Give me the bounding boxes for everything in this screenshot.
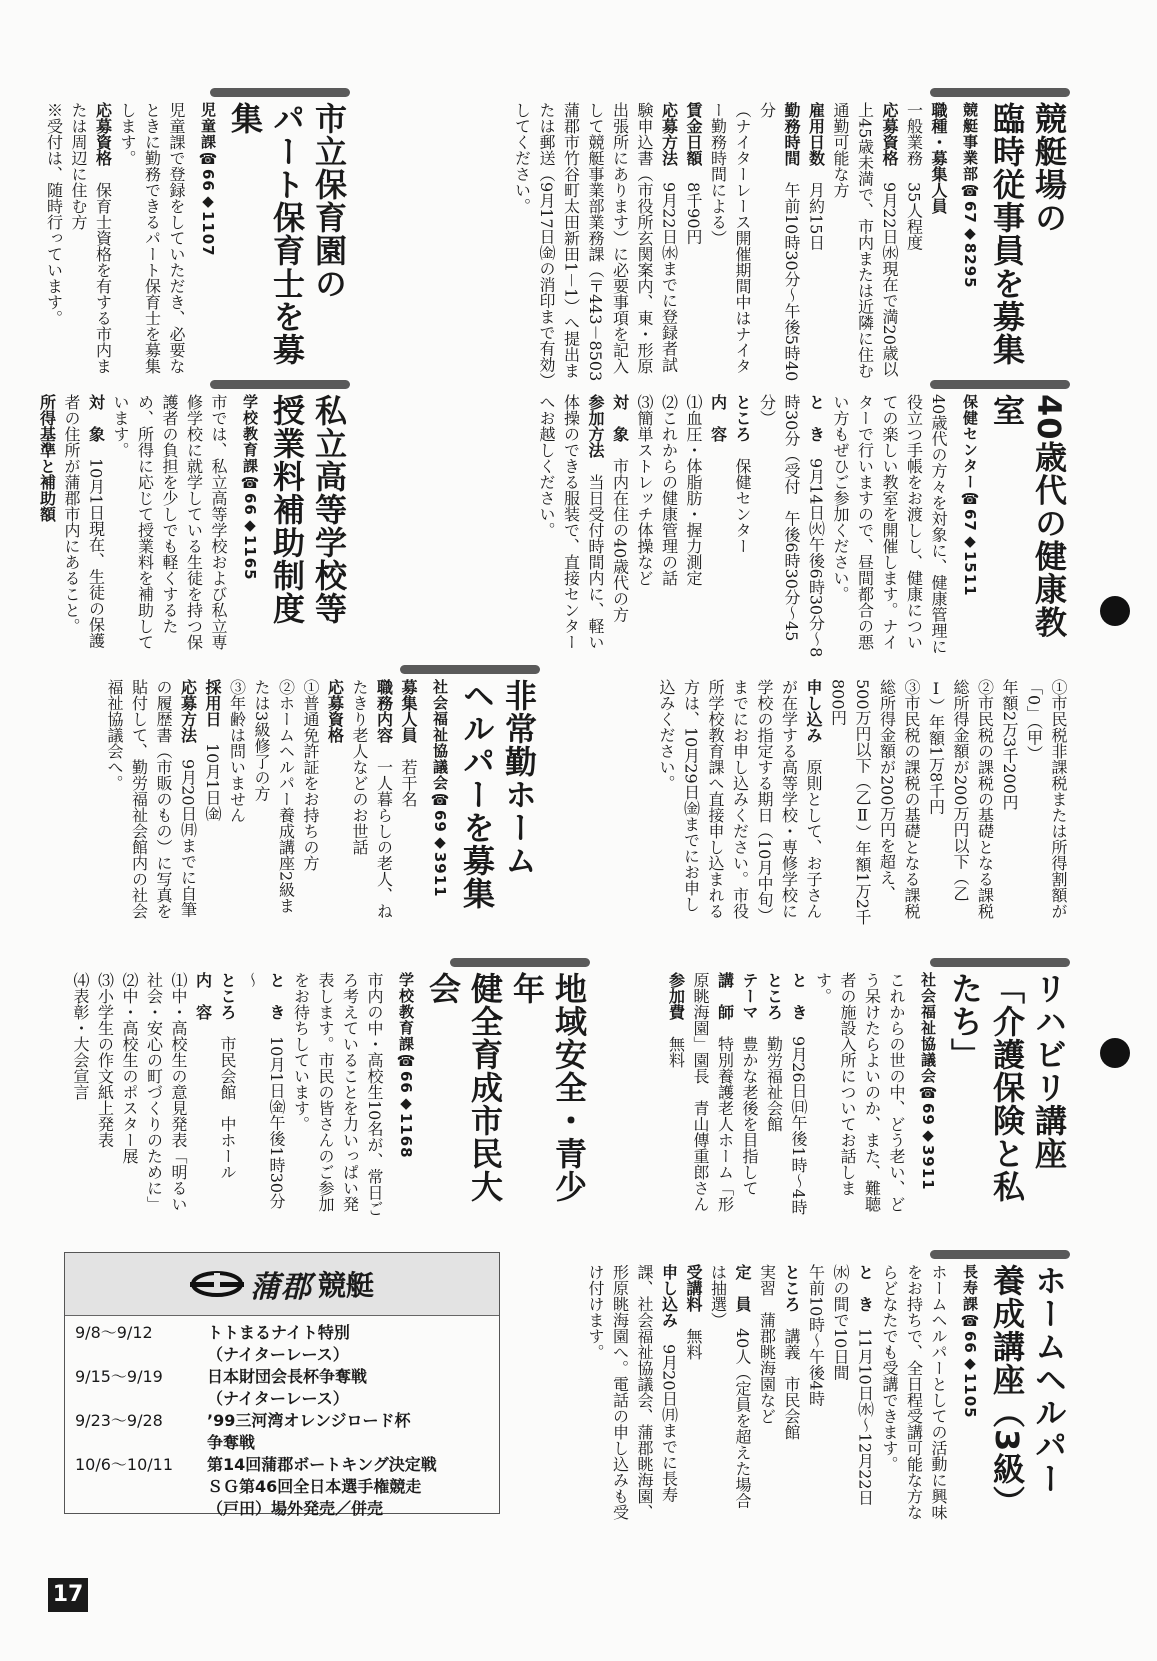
field-text: これからの世の中、どう老い、どう呆けたらよいのか、また、難聴者の施設入所についてお話します。: [813, 972, 906, 1212]
body-paragraph: [997, 679, 1022, 925]
article-body: [68, 972, 387, 1223]
body-paragraph: [828, 1264, 877, 1520]
field-label: 募集人員: [399, 679, 418, 743]
article-title: 競艇場の: [1030, 102, 1068, 234]
bullet-dot: [1100, 1038, 1130, 1068]
body-paragraph: [224, 679, 249, 925]
article-divider: [210, 88, 350, 97]
race-title-line: ＳＧ第46回全日本選手権競走: [207, 1477, 422, 1496]
article-column: [509, 102, 1070, 388]
body-paragraph: [825, 679, 923, 925]
article-divider: [400, 665, 540, 674]
field-text: ③市民税の課税の基礎となる課税総所得金額が200万円を超え、500万円以下（乙Ⅱ）年額1万2千800円: [828, 679, 921, 925]
field-label: 内 容: [708, 394, 728, 442]
schedule-row: [75, 1322, 491, 1366]
field-text: 市内在住の40歳代の方: [610, 458, 630, 623]
field-text: 特別養護老人ホーム「形原眺海園」園長 青山傳重郎さん: [691, 972, 735, 1212]
body-paragraph: [632, 394, 657, 660]
article-column: [663, 972, 1070, 1223]
field-text: 原則として、お子さんが在学する高等学校・専修学校に学校の指定する期日（10月中旬）までにお申し込みください。市役所学校教育課へ直接申し込まれる方は、10月29日㈮までにお申し込みください。: [657, 679, 823, 924]
body-paragraph: [117, 972, 142, 1223]
field-label: 応募方法: [178, 679, 198, 743]
field-text: （ナイターレース開催期間中はナイター勤務時間による）: [708, 102, 752, 374]
article-title: 地域安全・青少年: [508, 972, 588, 1203]
field-label: 対 象: [610, 394, 630, 442]
article-health-class-40s: [420, 380, 1070, 660]
body-paragraph: [34, 394, 59, 660]
boat-race-schedule-box: [64, 1252, 500, 1518]
field-text: 当日受付時間内に、軽い体操のできる服装で、直接センターへお越しください。: [537, 394, 605, 650]
field-text: ⑷表彰・大会宣言: [71, 972, 90, 1100]
body-paragraph: [688, 972, 737, 1223]
field-text: 若干名: [399, 759, 418, 807]
race-title: [207, 1454, 437, 1520]
field-text: ②市民税の課税の基礎となる課税総所得金額が200万円以下（乙Ⅰ）年額1万8千円: [926, 679, 995, 919]
field-text: 市民会館 中ホール: [218, 1036, 237, 1180]
field-text: 実習 蒲郡眺海園など: [757, 1264, 777, 1424]
article-divider: [930, 88, 1070, 97]
field-text: 11月10日㈬～12月22日㈬の間で10日間: [831, 1264, 875, 1506]
field-text: 40歳代の方々を対象に、健康管理に役立つ手帳をお渡しし、健康についての楽しい教室を開催します。ナイターで行いますので、昼間都合の悪い方もぜひご参加ください。: [831, 394, 948, 655]
article-title: 授業料補助制度: [268, 394, 306, 625]
body-paragraph: [1021, 679, 1070, 925]
race-title-line: （ナイターレース）: [207, 1389, 349, 1408]
body-paragraph: [730, 394, 755, 660]
field-text: 40人（定員を超えた場合は抽選）: [708, 1264, 752, 1509]
contact-phone: 学校教育課☎66◆1165: [241, 394, 259, 581]
field-text: ⑶簡単ストレッチ体操など: [635, 394, 654, 586]
race-title: [207, 1366, 367, 1410]
race-dates: 10/6～10/11: [75, 1455, 174, 1474]
body-paragraph: [681, 102, 706, 388]
field-label: と き: [855, 1264, 875, 1312]
field-text: 豊かな老後を目指して: [740, 1036, 759, 1196]
body-paragraph: [534, 394, 608, 660]
field-text: 児童課で登録をしていただき、必要なときに勤務できるパート保育士を募集します。: [118, 102, 186, 374]
body-paragraph: [754, 1264, 779, 1520]
article-divider: [930, 1250, 1070, 1259]
field-text: ⑵中・高校生のポスター展: [120, 972, 139, 1164]
field-label: 雇用日数: [806, 102, 826, 166]
field-label: ところ: [764, 972, 784, 1020]
article-column: [41, 102, 350, 388]
schedule-list: [65, 1316, 499, 1520]
body-paragraph: [654, 679, 826, 925]
field-label: と き: [789, 972, 808, 1020]
body-paragraph: [298, 679, 323, 925]
body-paragraph: [41, 102, 66, 388]
body-paragraph: [239, 972, 288, 1223]
article-body: [41, 102, 188, 388]
field-label: 賃金日額: [684, 102, 703, 166]
field-text: ②ホームヘルパー養成講座2級または3級修了の方: [252, 679, 296, 914]
body-paragraph: [347, 679, 396, 925]
contact-phone: 長寿課☎66◆1105: [961, 1264, 979, 1419]
race-title: [207, 1410, 411, 1454]
field-text: 講義 市民会館: [782, 1328, 801, 1440]
body-paragraph: [705, 102, 754, 388]
field-label: 所得基準と補助額: [37, 394, 57, 522]
body-paragraph: [92, 972, 117, 1223]
article-column: [654, 679, 1071, 925]
field-text: ⑴血圧・体脂肪・握力測定: [684, 394, 703, 586]
article-title: パート保育士を募集: [226, 102, 306, 366]
article-title: 養成講座（3級）: [988, 1264, 1026, 1519]
race-dates: 9/8～9/12: [75, 1323, 153, 1342]
field-text: 一人暮らしの老人、ねたきり老人などのお世話: [350, 679, 394, 919]
field-label: 応募資格: [325, 679, 345, 743]
field-label: 勤務時間: [782, 102, 801, 166]
body-paragraph: [754, 102, 803, 388]
field-label: と き: [267, 972, 286, 1020]
field-label: 申し込み: [804, 679, 823, 743]
field-label: 申し込み: [659, 1264, 679, 1328]
article-title: ホームヘルパー: [1030, 1264, 1068, 1495]
race-title: [207, 1322, 350, 1366]
article-divider: [450, 958, 590, 967]
field-text: 無料: [666, 1036, 686, 1068]
field-label: 内 容: [193, 972, 213, 1020]
field-text: 9月22日㈬現在で満20歳以上45歳未満で、市内または近隣に住む通勤可能な方: [831, 102, 899, 379]
article-body: [509, 102, 950, 388]
article-body: [583, 1264, 951, 1520]
article-body: [663, 972, 908, 1223]
field-label: と き: [806, 394, 826, 442]
field-label: 応募資格: [93, 102, 113, 166]
body-paragraph: [509, 102, 681, 388]
body-paragraph: [108, 394, 231, 660]
race-dates: 9/15～9/19: [75, 1367, 163, 1386]
field-label: ところ: [218, 972, 237, 1020]
field-text: 保育士資格を有する市内または周辺に住む方: [69, 102, 113, 374]
article-body: [34, 394, 230, 660]
field-text: 9月14日㈫午後6時30分～8時30分（受付 午後6時30分～45分）: [757, 394, 826, 658]
article-column: [34, 394, 350, 660]
article-column: [534, 394, 1071, 660]
body-paragraph: [249, 679, 298, 925]
body-paragraph: [803, 1264, 828, 1520]
field-text: 保健センター: [733, 458, 752, 554]
logo-subtext: 競艇: [317, 1269, 374, 1302]
field-label: テーマ: [740, 972, 759, 1020]
body-paragraph: [779, 1264, 804, 1520]
body-paragraph: [115, 102, 189, 388]
race-title-line: （ナイターレース）: [207, 1345, 349, 1364]
article-tuition-criteria: [560, 665, 1070, 925]
field-label: 参加費: [666, 972, 686, 1020]
field-text: 午前10時～午後4時: [806, 1264, 826, 1407]
page-number: 17: [48, 1578, 88, 1612]
contact-phone: 児童課☎66◆1107: [199, 102, 217, 257]
body-paragraph: [877, 1264, 951, 1520]
body-paragraph: [737, 972, 762, 1223]
field-label: 職務内容: [374, 679, 394, 743]
race-title-line: （戸田）場外発売／併売: [207, 1499, 384, 1518]
field-label: 応募資格: [880, 102, 899, 166]
field-text: 年額2万3千200円: [1000, 679, 1019, 810]
body-paragraph: [786, 972, 811, 1223]
field-text: 勤労福祉会館: [764, 1036, 784, 1132]
field-label: 対 象: [86, 394, 106, 442]
article-title: 市立保育園の: [310, 102, 348, 300]
article-divider: [210, 380, 350, 389]
article-column: [583, 1264, 1071, 1520]
body-paragraph: [705, 1264, 754, 1520]
article-home-helper-recruit: [60, 665, 540, 925]
article-body: [102, 679, 421, 925]
body-paragraph: [663, 972, 688, 1223]
field-text: 8千90円: [684, 182, 703, 245]
contact-phone: 保健センター☎67◆1511: [961, 394, 979, 597]
field-text: 一般業務 35人程度: [904, 102, 924, 251]
body-paragraph: [926, 102, 951, 388]
field-label: 職種・募集人員: [929, 102, 948, 214]
field-text: 10月1日現在、生徒の保護者の住所が蒲郡市内にあること。: [62, 394, 106, 649]
body-paragraph: [761, 972, 786, 1223]
body-paragraph: [705, 394, 730, 660]
article-title: 臨時従事員を募集: [988, 102, 1026, 366]
field-text: ⑵これからの健康管理の話: [659, 394, 679, 586]
article-column: [68, 972, 591, 1223]
body-paragraph: [322, 679, 347, 925]
body-paragraph: [396, 679, 421, 925]
schedule-row: [75, 1410, 491, 1454]
field-label: 参加方法: [586, 394, 605, 458]
field-text: ①市民税非課税または所得割額が「0」（甲）: [1024, 679, 1068, 919]
field-text: 9月26日㈰午後1時～4時: [789, 1036, 808, 1215]
field-text: 市では、私立高等学校および私立専修学校に就学している生徒を持つ保護者の負担を少しでも軽くするため、所得に応じて授業料を補助しています。: [111, 394, 228, 650]
body-paragraph: [141, 972, 190, 1223]
field-text: 10月1日㈮: [203, 743, 222, 822]
article-title: 「介護保険と私たち」: [946, 972, 1026, 1203]
field-text: 午前10時30分～午後5時40分: [757, 102, 801, 382]
article-title: ヘルパーを募集: [458, 679, 496, 910]
field-text: ③年齢は問いません: [227, 679, 247, 823]
body-paragraph: [288, 972, 386, 1223]
body-paragraph: [828, 102, 902, 388]
article-title: 健全育成市民大会: [424, 972, 504, 1203]
race-title-line: トトまるナイト特別: [207, 1323, 350, 1342]
field-text: 無料: [684, 1328, 703, 1360]
field-label: 採用日: [203, 679, 222, 727]
body-paragraph: [66, 102, 115, 388]
article-title: 私立高等学校等: [310, 394, 348, 625]
field-label: 定 員: [733, 1264, 752, 1312]
field-label: ところ: [782, 1264, 801, 1312]
body-paragraph: [681, 1264, 706, 1520]
body-paragraph: [754, 394, 828, 660]
article-body: [534, 394, 951, 660]
contact-phone: 社会福祉協議会☎69◆3911: [919, 972, 937, 1191]
body-paragraph: [59, 394, 108, 660]
article-rehab-lecture: [600, 958, 1070, 1223]
article-private-hs-tuition: [37, 380, 350, 660]
field-text: 9月20日㈪までに長寿課、社会福祉協議会、蒲郡眺海園、形原眺海園へ。電話の申し込みも受け付けます。: [586, 1264, 679, 1520]
field-text: 9月22日㈬までに登録者試験申込書（市役所玄関案内、東・形原出張所にあります）に必要事項を記入して競艇事業部業務課（〒443－8503蒲郡市竹谷町太田新田1－1）へ提出または郵送（9月17日㈮の消印まで有効）してください。: [512, 102, 679, 382]
field-text: 9月20日㈪までに自筆の履歴書（市販のもの）に写真を貼付して、勤労福祉会館内の社会福祉協議会へ。: [105, 679, 198, 919]
field-text: ※受付は、随時行っています。: [44, 102, 64, 326]
field-text: 10月1日㈮午後1時30分～: [242, 972, 286, 1210]
body-paragraph: [215, 972, 240, 1223]
contact-phone: 学校教育課☎66◆1168: [397, 972, 415, 1159]
schedule-row: [75, 1454, 491, 1520]
race-dates: 9/23～9/28: [75, 1411, 163, 1430]
body-paragraph: [901, 102, 926, 388]
field-label: 講 師: [715, 972, 735, 1020]
schedule-row: [75, 1366, 491, 1410]
field-text: ①普通免許証をお持ちの方: [301, 679, 320, 871]
article-home-helper-course: [520, 1250, 1070, 1520]
boat-race-logo: [65, 1253, 499, 1316]
race-title-line: 日本財団会長杯争奪戦: [207, 1367, 368, 1386]
logo-text: 蒲郡: [249, 1270, 312, 1305]
race-title-line: ’99三河湾オレンジロード杯: [207, 1411, 411, 1430]
race-title-line: 争奪戦: [207, 1433, 256, 1452]
body-paragraph: [810, 972, 908, 1223]
race-title-line: 第14回蒲郡ボートキング決定戦: [207, 1455, 437, 1474]
field-label: ところ: [733, 394, 752, 442]
article-boat-race-staff: [360, 88, 1070, 388]
body-paragraph: [828, 394, 951, 660]
body-paragraph: [607, 394, 632, 660]
article-nursery-parttime: [44, 88, 350, 388]
body-paragraph: [190, 972, 215, 1223]
body-paragraph: [923, 679, 997, 925]
article-body: [654, 679, 1071, 925]
body-paragraph: [583, 1264, 681, 1520]
article-youth-safety-rally: [71, 958, 590, 1223]
body-paragraph: [656, 394, 681, 660]
field-text: 市内の中・高校生10名が、常日ごろ考えていることを力いっぱい発表します。市民の皆さんのご参加をお待ちしています。: [291, 972, 384, 1217]
field-text: ⑴中・高校生の意見発表「明るい社会・安心の町づくりのために」: [144, 972, 188, 1212]
body-paragraph: [681, 394, 706, 660]
field-label: 受講料: [684, 1264, 703, 1312]
body-paragraph: [803, 102, 828, 388]
body-paragraph: [68, 972, 93, 1223]
body-paragraph: [200, 679, 225, 925]
gamagori-logo-icon: [190, 1271, 244, 1297]
field-text: ホームヘルパーとしての活動に興味をお持ちで、全日程受講可能な方ならどなたでも受講できます。: [880, 1264, 948, 1520]
article-title: 非常勤ホーム: [500, 679, 538, 877]
field-label: 応募方法: [659, 102, 679, 166]
article-divider: [930, 958, 1070, 967]
article-title: 40歳代の健康教室: [988, 394, 1068, 639]
field-text: ⑶小学生の作文紙上発表: [95, 972, 115, 1148]
bullet-dot: [1100, 596, 1130, 626]
article-title: リハビリ講座: [1030, 972, 1068, 1170]
body-paragraph: [102, 679, 200, 925]
contact-phone: 社会福祉協議会☎69◆3911: [431, 679, 449, 898]
field-text: 月約15日: [806, 182, 826, 251]
contact-phone: 競艇事業部☎67◆8295: [961, 102, 979, 289]
article-column: [102, 679, 541, 925]
article-divider: [930, 380, 1070, 389]
